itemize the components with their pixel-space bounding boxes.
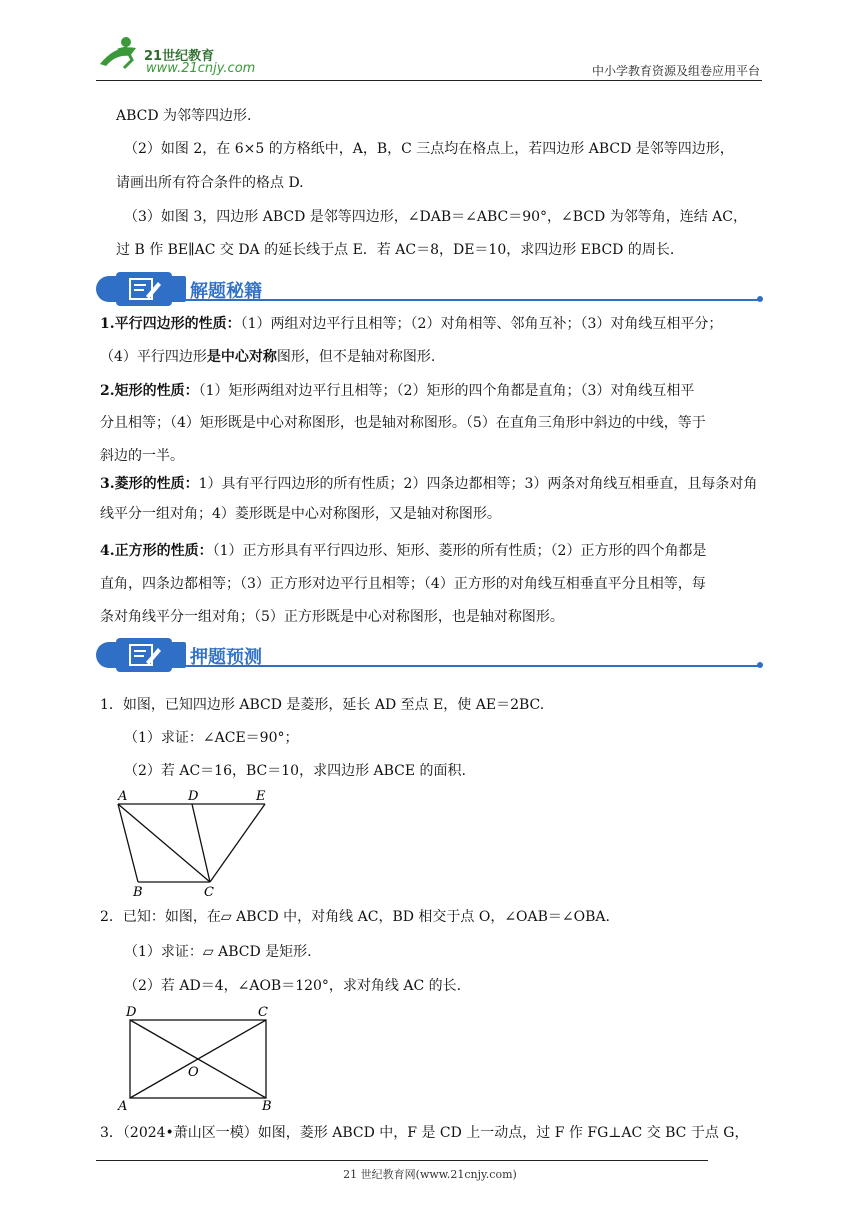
svg-text:A: A — [118, 789, 128, 804]
problem-1-part-2: （2）若 AC＝16，BC＝10，求四边形 ABCE 的面积. — [124, 763, 467, 779]
svg-text:D: D — [188, 789, 199, 804]
footer-source: 21 世纪教育网(www.21cnjy.com) — [343, 1168, 517, 1181]
tip-1-line-a: 1.平行四边形的性质：（1）两组对边平行且相等；（2）对角相等、邻角互补；（3）对角线互相平分； — [100, 316, 723, 332]
problem-2-stem: 2．已知：如图，在▱ ABCD 中，对角线 AC，BD 相交于点 O，∠OAB＝∠OBA. — [100, 909, 610, 925]
svg-text:B: B — [133, 885, 143, 900]
tip-2-line-c: 斜边的一半。 — [100, 448, 184, 464]
problem-2-part-2: （2）若 AD＝4，∠AOB＝120°，求对角线 AC 的长. — [124, 978, 462, 994]
q3-line-b: 过 B 作 BE∥AC 交 DA 的延长线于点 E．若 AC＝8，DE＝10，求四边形 EBCD 的周长. — [116, 242, 675, 258]
q3-line-a: （3）如图 3，四边形 ABCD 是邻等四边形，∠DAB＝∠ABC＝90°，∠BCD 为邻等角，连结 AC， — [124, 209, 747, 225]
section-title: 解题秘籍 — [190, 281, 262, 302]
platform-name: 中小学教育资源及组卷应用平台 — [591, 64, 760, 78]
figure-rhombus-abce — [110, 786, 280, 906]
tip-4-line-c: 条对角线平分一组对角；（5）正方形既是中心对称图形，也是轴对称图形。 — [100, 609, 564, 625]
tip-2-line-b: 分且相等；（4）矩形既是中心对称图形，也是轴对称图形。（5）在直角三角形中斜边的中线，等于 — [100, 415, 706, 431]
svg-text:D: D — [126, 1005, 137, 1020]
section-banner-tips — [96, 272, 761, 306]
problem-1-stem: 1．如图，已知四边形 ABCD 是菱形，延长 AD 至点 E，使 AE＝2BC. — [100, 697, 545, 713]
problem-2-part-1: （1）求证：▱ ABCD 是矩形. — [124, 944, 312, 960]
tip-1-line-b: （4）平行四边形是中心对称图形，但不是轴对称图形. — [100, 349, 436, 365]
svg-text:A: A — [118, 1099, 128, 1114]
svg-text:C: C — [258, 1005, 268, 1020]
pencil-note-icon — [116, 638, 172, 672]
intro-line-1: ABCD 为邻等四边形. — [116, 108, 252, 124]
figure-rectangle-abcd — [116, 1002, 280, 1118]
svg-text:C: C — [204, 885, 214, 900]
problem-3-stem: 3．（2024•萧山区一模）如图，菱形 ABCD 中，F 是 CD 上一动点，过 F 作 FG⊥AC 交 BC 于点 G， — [100, 1125, 749, 1141]
footer-divider — [96, 1160, 708, 1161]
tip-3-line-b: 线平分一组对角；4）菱形既是中心对称图形，又是轴对称图形。 — [100, 506, 501, 522]
svg-text:O: O — [188, 1065, 199, 1080]
header-divider — [96, 80, 762, 81]
tip-4-line-a: 4.正方形的性质：（1）正方形具有平行四边形、矩形、菱形的所有性质；（2）正方形的四个角都是 — [100, 543, 707, 559]
q2-line-b: 请画出所有符合条件的格点 D. — [116, 175, 304, 191]
site-logo — [96, 34, 256, 76]
tip-3-line-a: 3.菱形的性质：1）具有平行四边形的所有性质；2）四条边都相等；3）两条对角线互相垂直，且每条对角 — [100, 476, 758, 492]
section-title: 押题预测 — [190, 647, 262, 668]
svg-text:21世纪教育: 21世纪教育 — [144, 49, 215, 64]
q2-line-a: （2）如图 2，在 6×5 的方格纸中，A，B，C 三点均在格点上，若四边形 ABCD 是邻等四边形， — [124, 141, 734, 157]
problem-1-part-1: （1）求证：∠ACE＝90°； — [124, 730, 299, 746]
tip-2-line-a: 2.矩形的性质：（1）矩形两组对边平行且相等；（2）矩形的四个角都是直角；（3）对角线互相平 — [100, 383, 695, 399]
svg-text:E: E — [256, 789, 266, 804]
tip-4-line-b: 直角，四条边都相等；（3）正方形对边平行且相等；（4）正方形的对角线互相垂直平分且相等，每 — [100, 576, 706, 592]
svg-text:B: B — [262, 1099, 272, 1114]
pencil-note-icon — [116, 272, 172, 306]
section-banner-predictions — [96, 638, 761, 672]
svg-text:www.21cnjy.com: www.21cnjy.com — [146, 61, 256, 76]
